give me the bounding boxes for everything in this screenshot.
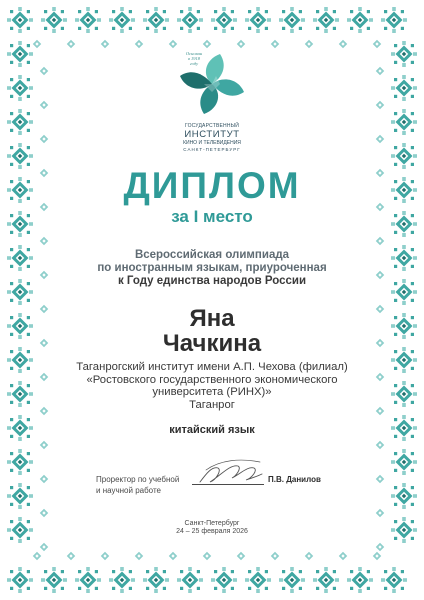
- signature-line: [192, 484, 264, 485]
- institution-line-3: университета (РИНХ)»: [152, 386, 272, 398]
- recipient-first-name: Яна: [189, 305, 235, 332]
- issue-city: Санкт-Петербург: [184, 520, 240, 527]
- logo-text-line4: САНКТ-ПЕТЕРБУРГ: [183, 147, 241, 152]
- logo-text-line3: КИНО И ТЕЛЕВИДЕНИЯ: [183, 140, 241, 146]
- logo-text-line2: ИНСТИТУТ: [184, 129, 240, 140]
- signatory-role-line-1: Проректор по учебной: [96, 475, 180, 484]
- institution-line-2: «Ростовского государственного экономического: [86, 373, 338, 386]
- founded-caption: Основан в 1918 году: [185, 51, 203, 66]
- logo-text-line1: ГОСУДАРСТВЕННЫЙ: [184, 123, 240, 129]
- signatory-name: П.В. Данилов: [268, 475, 321, 484]
- institute-logo: [172, 46, 252, 154]
- recipient-institution: [48, 361, 376, 411]
- diploma-title: ДИПЛОМ: [123, 165, 301, 206]
- issue-date: 24 – 25 февраля 2026: [176, 528, 248, 535]
- signatory-role-line-2: и научной работе: [96, 486, 161, 495]
- recipient-last-name: Чачкина: [162, 330, 262, 357]
- award-place: за I место: [171, 207, 253, 226]
- olympiad-line-1: Всероссийская олимпиада: [134, 249, 290, 261]
- olympiad-name: [60, 249, 364, 288]
- olympiad-line-3: к Году единства народов России: [117, 275, 307, 287]
- olympiad-line-2: по иностранным языкам, приуроченная: [97, 262, 327, 274]
- handwritten-signature: [196, 452, 266, 492]
- signatory-role: [96, 474, 206, 496]
- subject-language: китайский язык: [169, 424, 255, 436]
- institution-line-4: Таганрог: [189, 398, 235, 411]
- institution-line-1: Таганрогский институт имени А.П. Чехова (филиал): [76, 361, 348, 373]
